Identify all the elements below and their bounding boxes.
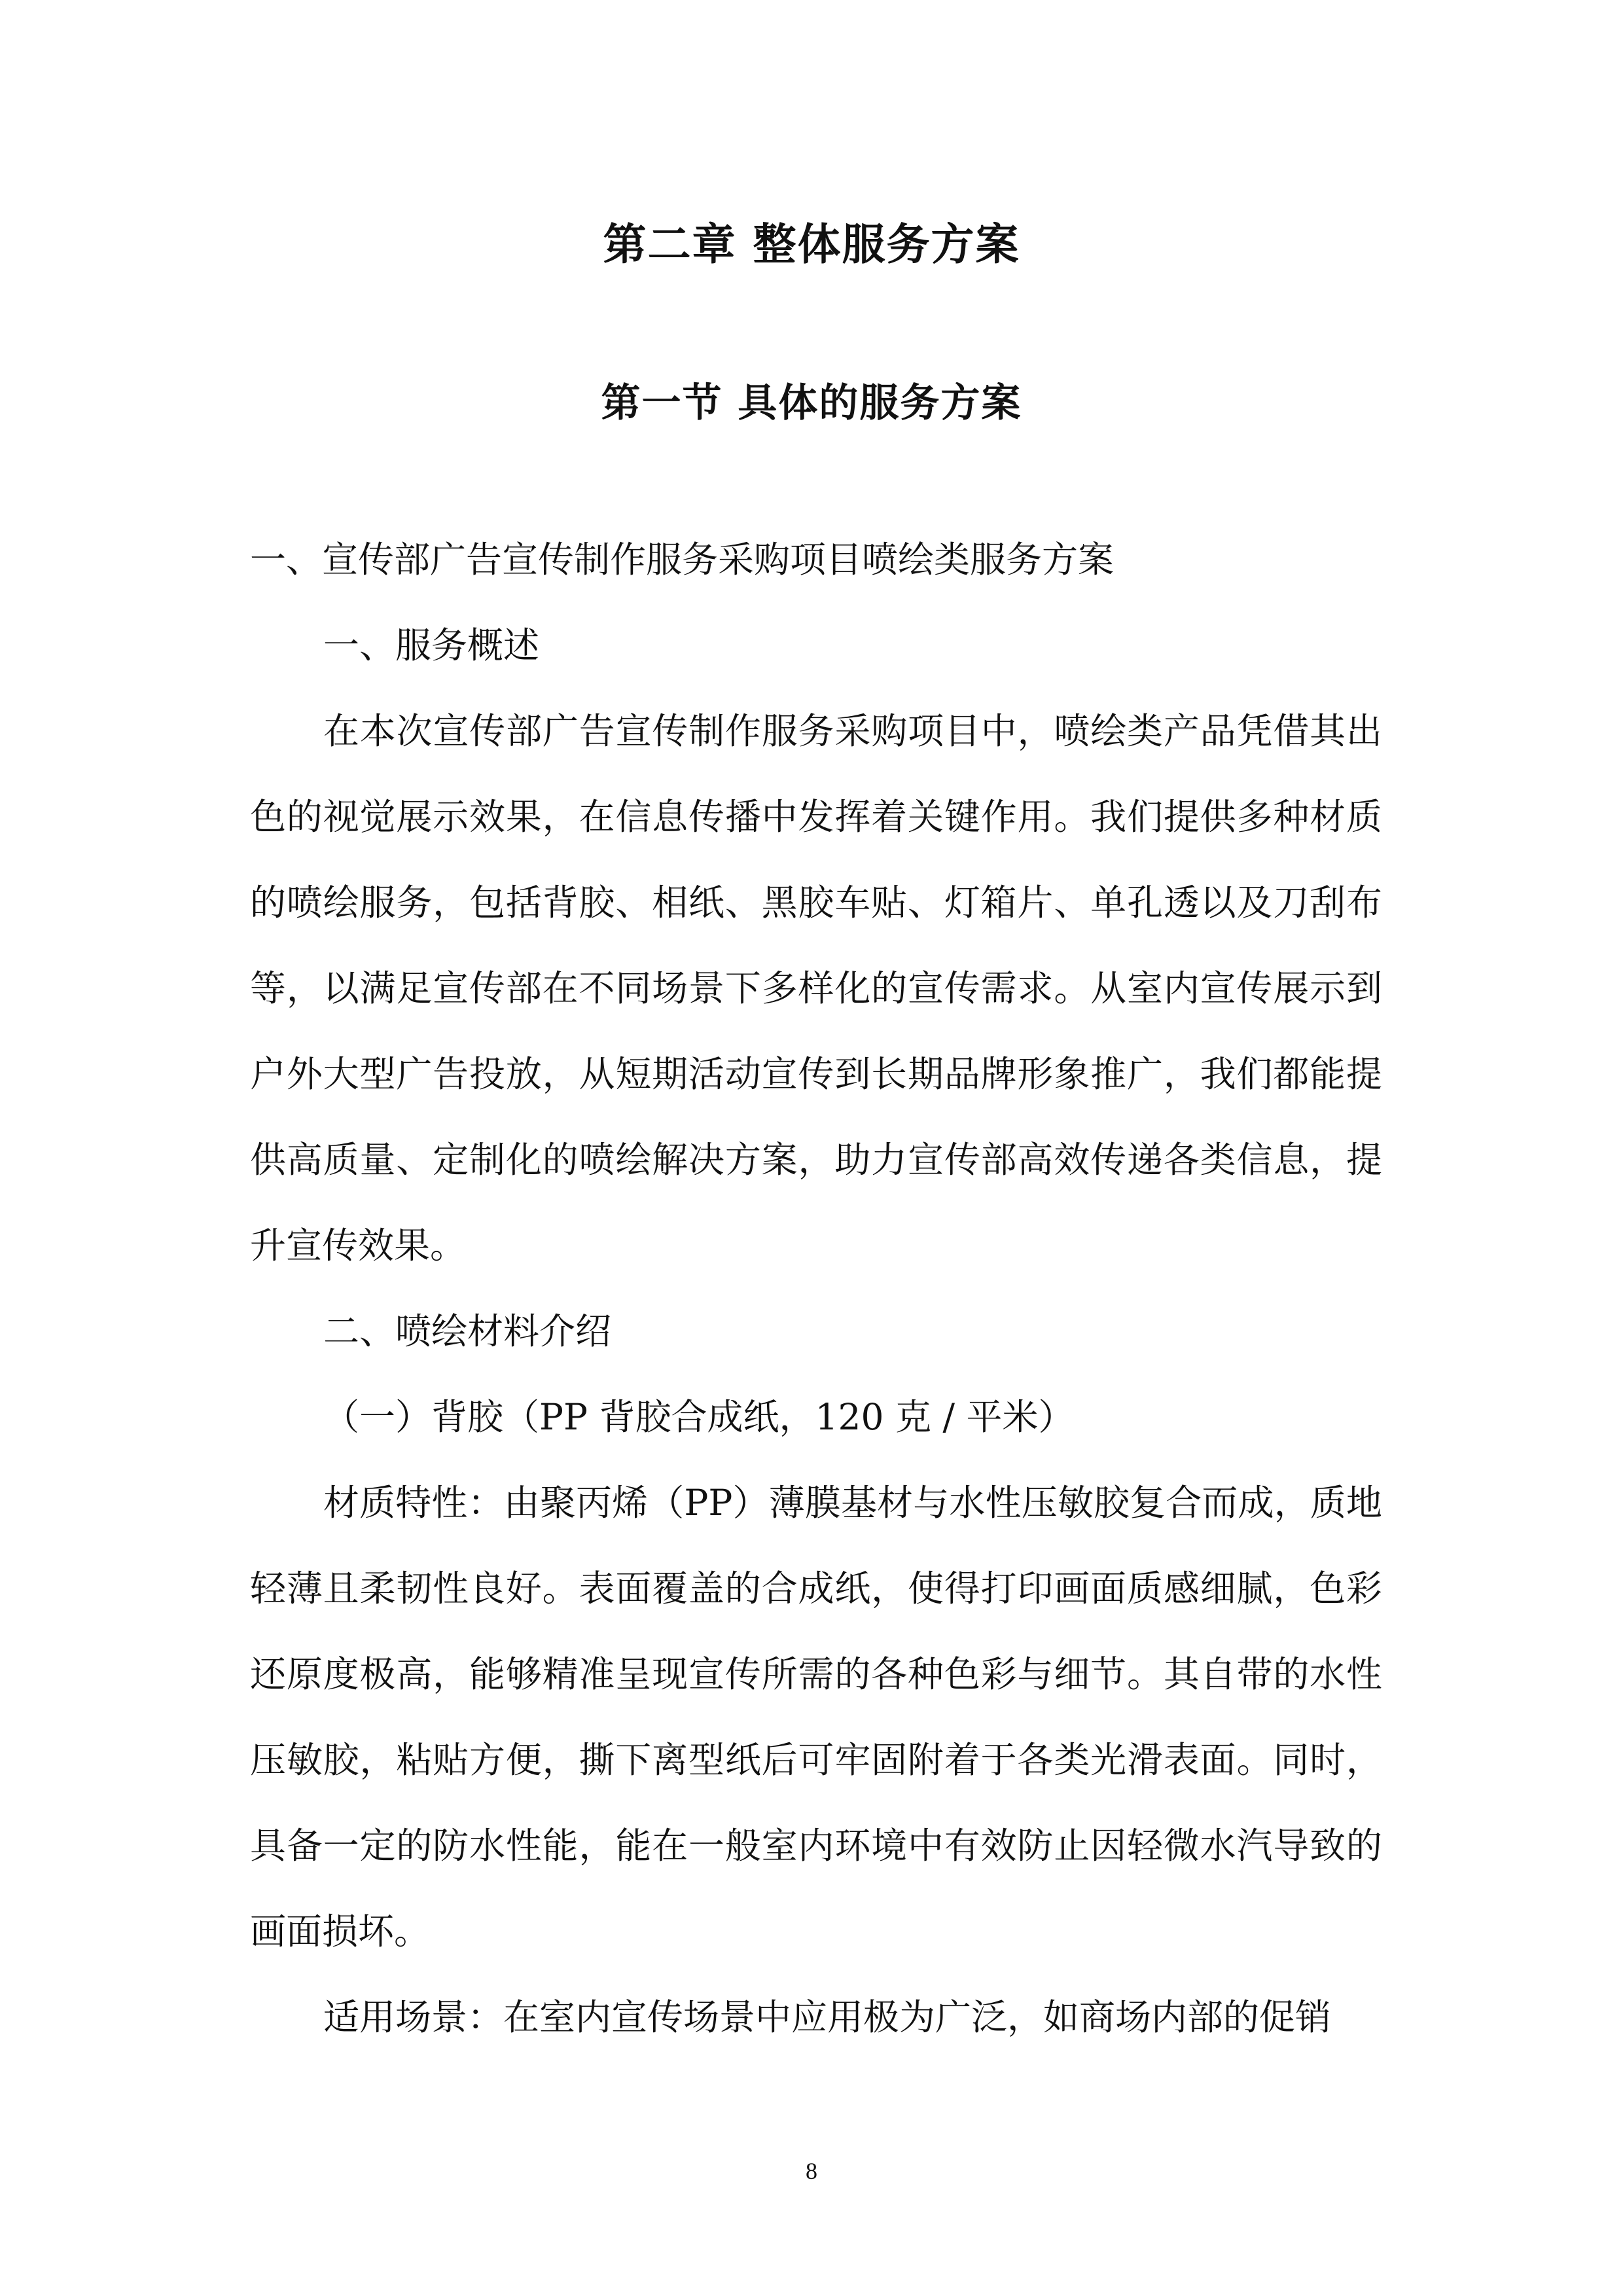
section-title: 第一节 具体的服务方案 bbox=[601, 380, 1022, 426]
overview-paragraph: 在本次宣传部广告宣传制作服务采购项目中，喷绘类产品凭借其出色的视觉展示效果，在信息传播中发挥着关键作用。我们提供多种材质的喷绘服务，包括背胶、相纸、黑胶车贴、灯箱片、单孔透以及刀刮布等，以满足宣传部在不同场景下多样化的宣传需求。从室内宣传展示到户外大型广告投放，从短期活动宣传到长期品牌形象推广，我们都能提供高质量、定制化的喷绘解决方案，助力宣传部高效传递各类信息，提升宣传效果。 bbox=[250, 710, 1382, 1266]
subsection-heading-overview: 一、服务概述 bbox=[323, 624, 540, 666]
document-body bbox=[250, 517, 1382, 2060]
material-heading-backing-glue: （一）背胶（PP 背胶合成纸，120 克 / 平米） bbox=[323, 1396, 1075, 1438]
usage-scenarios-paragraph: 适用场景：在室内宣传场景中应用极为广泛，如商场内部的促销 bbox=[323, 1996, 1332, 2038]
chapter-title: 第二章 整体服务方案 bbox=[603, 219, 1020, 270]
material-properties-paragraph: 材质特性：由聚丙烯（PP）薄膜基材与水性压敏胶复合而成，质地轻薄且柔韧性良好。表面覆盖的合成纸，使得打印画面质感细腻，色彩还原度极高，能够精准呈现宣传所需的各种色彩与细节。其自带的水性压敏胶，粘贴方便，撕下离型纸后可牢固附着于各类光滑表面。同时，具备一定的防水性能，能在一般室内环境中有效防止因轻微水汽导致的画面损坏。 bbox=[250, 1482, 1382, 1952]
subsection-heading-materials: 二、喷绘材料介绍 bbox=[323, 1310, 612, 1352]
project-heading: 一、宣传部广告宣传制作服务采购项目喷绘类服务方案 bbox=[250, 539, 1115, 581]
page-number: 8 bbox=[806, 2158, 817, 2184]
